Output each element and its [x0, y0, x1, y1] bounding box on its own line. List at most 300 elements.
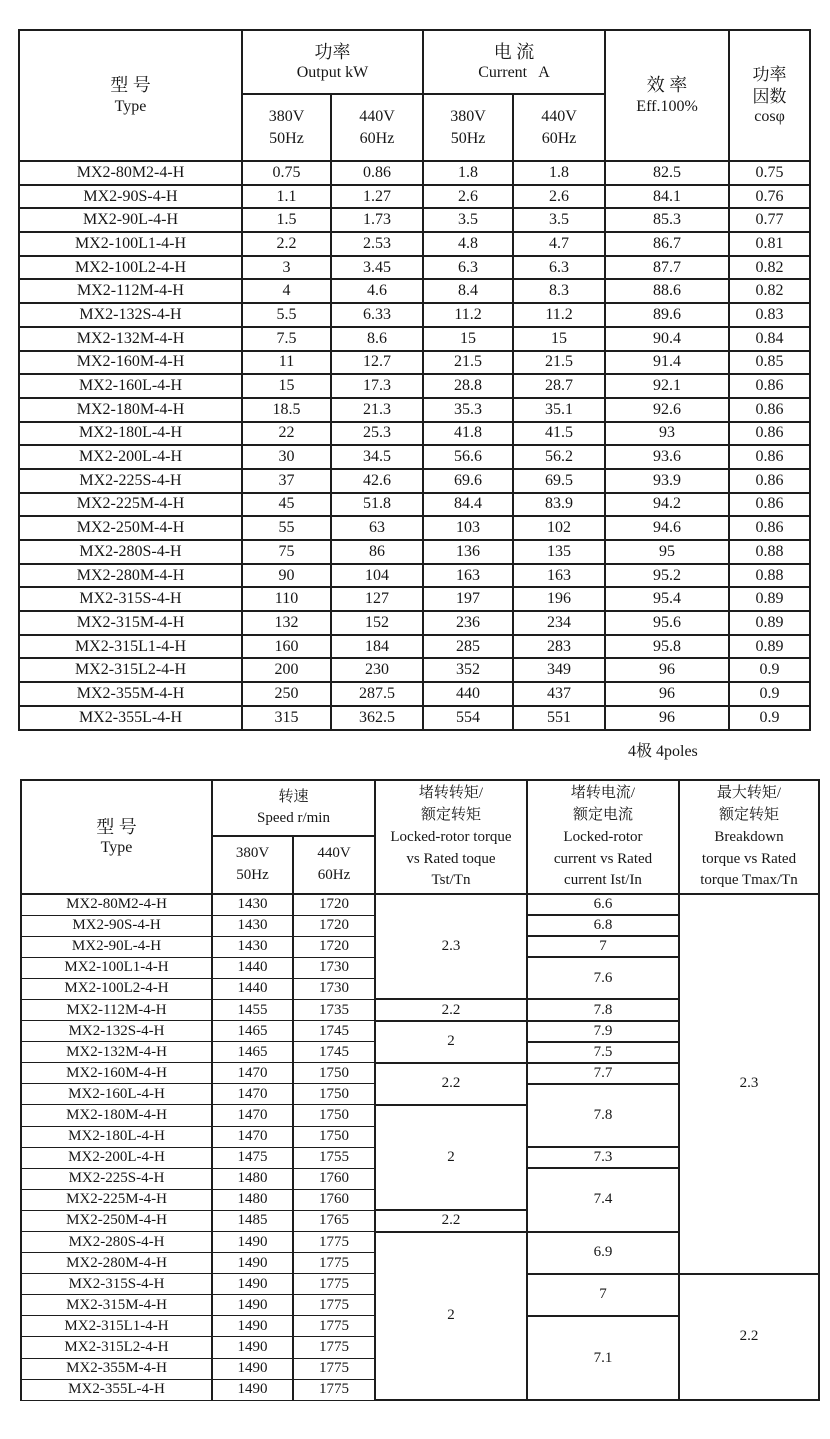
type-label-zh: 型 号 — [110, 75, 151, 96]
ratings-row — [19, 540, 810, 564]
value-cell: 92.6 — [605, 398, 729, 422]
value-cell: 86 — [331, 540, 423, 564]
model-cell: MX2-250M-4-H — [21, 1210, 212, 1231]
value-cell: 34.5 — [331, 445, 423, 469]
t2-header-locked-rotor-current — [527, 780, 679, 894]
model-cell: MX2-160M-4-H — [21, 1063, 212, 1084]
value-cell: 95.2 — [605, 564, 729, 588]
value-cell: 0.85 — [729, 351, 810, 375]
ist-ratio-cell: 7.9 — [527, 1021, 679, 1042]
model-cell: MX2-315M-4-H — [21, 1295, 212, 1316]
value-cell: 93 — [605, 422, 729, 446]
speed-cell: 1750 — [293, 1084, 375, 1105]
tmax-label-zh1: 最大转矩/ — [716, 784, 782, 801]
t1-header-current — [423, 30, 605, 94]
model-cell: MX2-100L1-4-H — [21, 957, 212, 978]
value-cell: 63 — [331, 516, 423, 540]
model-cell: MX2-225M-4-H — [21, 1189, 212, 1210]
value-cell: 56.2 — [513, 445, 605, 469]
value-cell: 86.7 — [605, 232, 729, 256]
model-cell: MX2-160L-4-H — [21, 1084, 212, 1105]
model-cell: MX2-315L2-4-H — [21, 1337, 212, 1358]
value-cell: 184 — [331, 635, 423, 659]
value-cell: 362.5 — [331, 706, 423, 730]
ist-label-en1: Locked-rotor — [563, 828, 643, 845]
speed-cell: 1775 — [293, 1379, 375, 1400]
value-cell: 2.6 — [423, 185, 513, 209]
header-row-groups — [21, 780, 819, 836]
output-label-zh: 功率 — [314, 41, 351, 62]
ist-ratio-cell: 7.7 — [527, 1063, 679, 1084]
value-cell: 84.1 — [605, 185, 729, 209]
t2-subheader-speed-380v — [212, 836, 293, 894]
ratings-row — [19, 327, 810, 351]
value-cell: 1.1 — [242, 185, 331, 209]
value-cell: 234 — [513, 611, 605, 635]
ratings-row — [19, 682, 810, 706]
t1-header-output — [242, 30, 423, 94]
frequency-label: 50Hz — [236, 867, 269, 883]
value-cell: 96 — [605, 682, 729, 706]
value-cell: 85.3 — [605, 208, 729, 232]
header-row-groups — [19, 30, 810, 94]
speed-cell: 1755 — [293, 1147, 375, 1168]
value-cell: 56.6 — [423, 445, 513, 469]
model-cell: MX2-315L1-4-H — [19, 635, 242, 659]
model-cell: MX2-100L2-4-H — [19, 256, 242, 280]
t2-header-speed — [212, 780, 375, 836]
model-cell: MX2-90L-4-H — [21, 936, 212, 957]
model-cell: MX2-100L1-4-H — [19, 232, 242, 256]
value-cell: 230 — [331, 658, 423, 682]
value-cell: 91.4 — [605, 351, 729, 375]
t1-subheader-current-440v — [513, 94, 605, 161]
speed-cell: 1760 — [293, 1168, 375, 1189]
tmax-label-en2: torque vs Rated — [701, 850, 797, 867]
speed-cell: 1760 — [293, 1189, 375, 1210]
value-cell: 15 — [423, 327, 513, 351]
voltage-label: 380V — [268, 107, 305, 125]
value-cell: 69.5 — [513, 469, 605, 493]
value-cell: 18.5 — [242, 398, 331, 422]
value-cell: 96 — [605, 706, 729, 730]
value-cell: 102 — [513, 516, 605, 540]
speed-cell: 1490 — [212, 1358, 293, 1379]
value-cell: 0.86 — [729, 516, 810, 540]
voltage-label: 440V — [317, 845, 351, 862]
value-cell: 136 — [423, 540, 513, 564]
ist-label-en3: current Ist/In — [564, 872, 642, 889]
speed-cell: 1775 — [293, 1253, 375, 1274]
value-cell: 28.7 — [513, 374, 605, 398]
value-cell: 21.5 — [423, 351, 513, 375]
ratings-row — [19, 587, 810, 611]
value-cell: 96 — [605, 658, 729, 682]
value-cell: 6.3 — [513, 256, 605, 280]
value-cell: 5.5 — [242, 303, 331, 327]
value-cell: 84.4 — [423, 493, 513, 517]
model-cell: MX2-315S-4-H — [21, 1274, 212, 1295]
value-cell: 4.8 — [423, 232, 513, 256]
tmax-label-en1: Breakdown — [714, 828, 784, 845]
value-cell: 287.5 — [331, 682, 423, 706]
model-cell: MX2-355M-4-H — [19, 682, 242, 706]
model-cell: MX2-280S-4-H — [21, 1232, 212, 1253]
value-cell: 135 — [513, 540, 605, 564]
ratings-row — [19, 303, 810, 327]
model-cell: MX2-112M-4-H — [21, 999, 212, 1020]
speed-label-en: Speed r/min — [257, 810, 330, 827]
ratings-row — [19, 658, 810, 682]
value-cell: 0.88 — [729, 540, 810, 564]
value-cell: 1.5 — [242, 208, 331, 232]
current-label-zh: 电 流 — [493, 41, 535, 62]
speed-cell: 1430 — [212, 894, 293, 915]
value-cell: 2.6 — [513, 185, 605, 209]
value-cell: 17.3 — [331, 374, 423, 398]
speed-cell: 1490 — [212, 1337, 293, 1358]
ratings-row — [19, 469, 810, 493]
speed-cell: 1720 — [293, 936, 375, 957]
value-cell: 3.5 — [423, 208, 513, 232]
value-cell: 89.6 — [605, 303, 729, 327]
model-cell: MX2-90S-4-H — [19, 185, 242, 209]
model-cell: MX2-90S-4-H — [21, 915, 212, 936]
tmax-label-zh2: 额定转矩 — [718, 807, 779, 824]
value-cell: 55 — [242, 516, 331, 540]
speed-cell: 1440 — [212, 957, 293, 978]
ratings-table-header — [19, 30, 810, 161]
value-cell: 4.6 — [331, 279, 423, 303]
value-cell: 95.6 — [605, 611, 729, 635]
type-label-en: Type — [100, 839, 133, 857]
poles-note: 4极 4poles — [628, 743, 698, 760]
model-cell: MX2-112M-4-H — [19, 279, 242, 303]
speed-cell: 1735 — [293, 999, 375, 1020]
pf-label-en: cosφ — [754, 107, 785, 125]
model-cell: MX2-132M-4-H — [21, 1042, 212, 1063]
speed-cell: 1470 — [212, 1126, 293, 1147]
ist-ratio-cell: 6.9 — [527, 1232, 679, 1274]
tst-ratio-cell: 2 — [375, 1105, 527, 1210]
speed-cell: 1720 — [293, 894, 375, 915]
performance-table-body — [21, 894, 819, 1400]
voltage-label: 380V — [235, 845, 270, 862]
value-cell: 51.8 — [331, 493, 423, 517]
performance-row — [21, 894, 819, 915]
value-cell: 554 — [423, 706, 513, 730]
value-cell: 2.53 — [331, 232, 423, 256]
speed-label-zh: 转速 — [278, 788, 309, 805]
speed-cell: 1775 — [293, 1274, 375, 1295]
model-cell: MX2-100L2-4-H — [21, 978, 212, 999]
value-cell: 94.2 — [605, 493, 729, 517]
value-cell: 104 — [331, 564, 423, 588]
tst-ratio-cell: 2 — [375, 1021, 527, 1063]
t2-header-locked-rotor-torque — [375, 780, 527, 894]
speed-cell: 1750 — [293, 1105, 375, 1126]
ratings-row — [19, 493, 810, 517]
value-cell: 30 — [242, 445, 331, 469]
speed-cell: 1775 — [293, 1232, 375, 1253]
ist-ratio-cell: 7.8 — [527, 999, 679, 1020]
voltage-label: 380V — [450, 107, 486, 125]
value-cell: 0.89 — [729, 587, 810, 611]
value-cell: 1.8 — [513, 161, 605, 185]
ist-ratio-cell: 7.5 — [527, 1042, 679, 1063]
value-cell: 41.5 — [513, 422, 605, 446]
tst-label-en1: Locked-rotor torque — [390, 828, 512, 845]
value-cell: 0.75 — [242, 161, 331, 185]
speed-cell: 1455 — [212, 999, 293, 1020]
tst-label-en3: Tst/Tn — [431, 872, 471, 889]
ratings-row — [19, 161, 810, 185]
value-cell: 11.2 — [513, 303, 605, 327]
model-cell: MX2-250M-4-H — [19, 516, 242, 540]
value-cell: 3.45 — [331, 256, 423, 280]
tmax-ratio-cell: 2.2 — [679, 1274, 819, 1401]
model-cell: MX2-225S-4-H — [21, 1168, 212, 1189]
value-cell: 37 — [242, 469, 331, 493]
value-cell: 3.5 — [513, 208, 605, 232]
model-cell: MX2-315L1-4-H — [21, 1316, 212, 1337]
tst-ratio-cell: 2.3 — [375, 894, 527, 999]
tst-ratio-cell: 2.2 — [375, 999, 527, 1020]
ist-ratio-cell: 7.6 — [527, 957, 679, 999]
speed-cell: 1470 — [212, 1105, 293, 1126]
value-cell: 6.33 — [331, 303, 423, 327]
type-label-en: Type — [114, 97, 147, 115]
eff-label-en: Eff.100% — [636, 97, 698, 115]
value-cell: 0.75 — [729, 161, 810, 185]
tst-label-en2: vs Rated toque — [406, 850, 496, 867]
speed-cell: 1470 — [212, 1063, 293, 1084]
value-cell: 163 — [423, 564, 513, 588]
value-cell: 95.4 — [605, 587, 729, 611]
value-cell: 236 — [423, 611, 513, 635]
value-cell: 41.8 — [423, 422, 513, 446]
ratings-row — [19, 374, 810, 398]
model-cell: MX2-90L-4-H — [19, 208, 242, 232]
speed-cell: 1490 — [212, 1295, 293, 1316]
ist-label-zh1: 堵转电流/ — [570, 784, 636, 801]
value-cell: 283 — [513, 635, 605, 659]
value-cell: 8.4 — [423, 279, 513, 303]
speed-cell: 1720 — [293, 915, 375, 936]
value-cell: 0.89 — [729, 635, 810, 659]
model-cell: MX2-132S-4-H — [19, 303, 242, 327]
current-label-en: Current A — [478, 64, 550, 82]
ratings-row — [19, 398, 810, 422]
frequency-label: 60Hz — [541, 129, 577, 147]
speed-cell: 1750 — [293, 1063, 375, 1084]
performance-table — [20, 779, 820, 1401]
tst-ratio-cell: 2.2 — [375, 1210, 527, 1231]
value-cell: 4 — [242, 279, 331, 303]
value-cell: 1.73 — [331, 208, 423, 232]
value-cell: 83.9 — [513, 493, 605, 517]
voltage-label: 440V — [541, 107, 577, 125]
value-cell: 0.86 — [729, 493, 810, 517]
tst-ratio-cell: 2.2 — [375, 1063, 527, 1105]
value-cell: 197 — [423, 587, 513, 611]
value-cell: 8.6 — [331, 327, 423, 351]
speed-cell: 1730 — [293, 978, 375, 999]
value-cell: 94.6 — [605, 516, 729, 540]
model-cell: MX2-200L-4-H — [21, 1147, 212, 1168]
value-cell: 0.76 — [729, 185, 810, 209]
tst-label-zh1: 堵转转矩/ — [418, 784, 484, 801]
frequency-label: 50Hz — [269, 129, 304, 147]
t1-subheader-output-440v — [331, 94, 423, 161]
ratings-row — [19, 564, 810, 588]
value-cell: 15 — [513, 327, 605, 351]
pf-label-zh1: 功率 — [752, 65, 787, 85]
model-cell: MX2-200L-4-H — [19, 445, 242, 469]
ist-ratio-cell: 7.4 — [527, 1168, 679, 1231]
model-cell: MX2-355L-4-H — [21, 1379, 212, 1400]
speed-cell: 1485 — [212, 1210, 293, 1231]
value-cell: 21.5 — [513, 351, 605, 375]
value-cell: 315 — [242, 706, 331, 730]
speed-cell: 1480 — [212, 1168, 293, 1189]
model-cell: MX2-180L-4-H — [21, 1126, 212, 1147]
model-cell: MX2-225M-4-H — [19, 493, 242, 517]
value-cell: 8.3 — [513, 279, 605, 303]
value-cell: 35.1 — [513, 398, 605, 422]
model-cell: MX2-180M-4-H — [19, 398, 242, 422]
value-cell: 0.9 — [729, 706, 810, 730]
ratings-row — [19, 422, 810, 446]
t1-header-power-factor — [729, 30, 810, 161]
model-cell: MX2-355L-4-H — [19, 706, 242, 730]
value-cell: 93.6 — [605, 445, 729, 469]
value-cell: 0.86 — [729, 445, 810, 469]
model-cell: MX2-280M-4-H — [19, 564, 242, 588]
ratings-table — [18, 29, 811, 731]
value-cell: 152 — [331, 611, 423, 635]
ist-ratio-cell: 7.3 — [527, 1147, 679, 1168]
model-cell: MX2-315L2-4-H — [19, 658, 242, 682]
value-cell: 0.88 — [729, 564, 810, 588]
ist-ratio-cell: 6.6 — [527, 894, 679, 915]
value-cell: 7.5 — [242, 327, 331, 351]
model-cell: MX2-160L-4-H — [19, 374, 242, 398]
value-cell: 87.7 — [605, 256, 729, 280]
value-cell: 95.8 — [605, 635, 729, 659]
t1-subheader-current-380v — [423, 94, 513, 161]
value-cell: 440 — [423, 682, 513, 706]
model-cell: MX2-132M-4-H — [19, 327, 242, 351]
value-cell: 0.83 — [729, 303, 810, 327]
value-cell: 551 — [513, 706, 605, 730]
ist-label-en2: current vs Rated — [553, 850, 653, 867]
speed-cell: 1490 — [212, 1274, 293, 1295]
t2-header-type — [21, 780, 212, 894]
value-cell: 12.7 — [331, 351, 423, 375]
speed-cell: 1730 — [293, 957, 375, 978]
frequency-label: 60Hz — [359, 129, 395, 147]
model-cell: MX2-280M-4-H — [21, 1253, 212, 1274]
value-cell: 75 — [242, 540, 331, 564]
pf-label-zh2: 因数 — [752, 86, 787, 106]
value-cell: 160 — [242, 635, 331, 659]
value-cell: 0.77 — [729, 208, 810, 232]
value-cell: 90.4 — [605, 327, 729, 351]
speed-cell: 1745 — [293, 1021, 375, 1042]
model-cell: MX2-280S-4-H — [19, 540, 242, 564]
value-cell: 285 — [423, 635, 513, 659]
value-cell: 437 — [513, 682, 605, 706]
speed-cell: 1775 — [293, 1358, 375, 1379]
ratings-row — [19, 256, 810, 280]
ratings-row — [19, 279, 810, 303]
value-cell: 0.86 — [729, 422, 810, 446]
ratings-row — [19, 445, 810, 469]
speed-cell: 1490 — [212, 1316, 293, 1337]
model-cell: MX2-180M-4-H — [21, 1105, 212, 1126]
ratings-row — [19, 611, 810, 635]
ratings-row — [19, 706, 810, 730]
model-cell: MX2-132S-4-H — [21, 1021, 212, 1042]
value-cell: 88.6 — [605, 279, 729, 303]
ist-ratio-cell: 7 — [527, 1274, 679, 1316]
value-cell: 45 — [242, 493, 331, 517]
model-cell: MX2-355M-4-H — [21, 1358, 212, 1379]
speed-cell: 1440 — [212, 978, 293, 999]
value-cell: 21.3 — [331, 398, 423, 422]
speed-cell: 1430 — [212, 936, 293, 957]
value-cell: 163 — [513, 564, 605, 588]
ratings-row — [19, 208, 810, 232]
ist-label-zh2: 额定电流 — [572, 807, 633, 824]
speed-cell: 1430 — [212, 915, 293, 936]
speed-cell: 1765 — [293, 1210, 375, 1231]
speed-cell: 1475 — [212, 1147, 293, 1168]
speed-cell: 1750 — [293, 1126, 375, 1147]
t1-header-type — [19, 30, 242, 161]
model-cell: MX2-315M-4-H — [19, 611, 242, 635]
t2-header-breakdown-torque — [679, 780, 819, 894]
ratings-row — [19, 351, 810, 375]
value-cell: 22 — [242, 422, 331, 446]
model-cell: MX2-315S-4-H — [19, 587, 242, 611]
value-cell: 0.82 — [729, 279, 810, 303]
speed-cell: 1490 — [212, 1379, 293, 1400]
value-cell: 132 — [242, 611, 331, 635]
value-cell: 352 — [423, 658, 513, 682]
ratings-row — [19, 232, 810, 256]
frequency-label: 60Hz — [317, 867, 351, 883]
value-cell: 0.82 — [729, 256, 810, 280]
speed-cell: 1775 — [293, 1295, 375, 1316]
value-cell: 0.9 — [729, 682, 810, 706]
ist-ratio-cell: 7.1 — [527, 1316, 679, 1400]
value-cell: 25.3 — [331, 422, 423, 446]
ratings-row — [19, 185, 810, 209]
value-cell: 0.84 — [729, 327, 810, 351]
ist-ratio-cell: 6.8 — [527, 915, 679, 936]
ratings-row — [19, 635, 810, 659]
speed-cell: 1775 — [293, 1316, 375, 1337]
value-cell: 127 — [331, 587, 423, 611]
value-cell: 82.5 — [605, 161, 729, 185]
tst-label-zh2: 额定转矩 — [420, 807, 481, 824]
ist-ratio-cell: 7.8 — [527, 1084, 679, 1147]
t1-header-efficiency — [605, 30, 729, 161]
value-cell: 0.81 — [729, 232, 810, 256]
model-cell: MX2-80M2-4-H — [21, 894, 212, 915]
